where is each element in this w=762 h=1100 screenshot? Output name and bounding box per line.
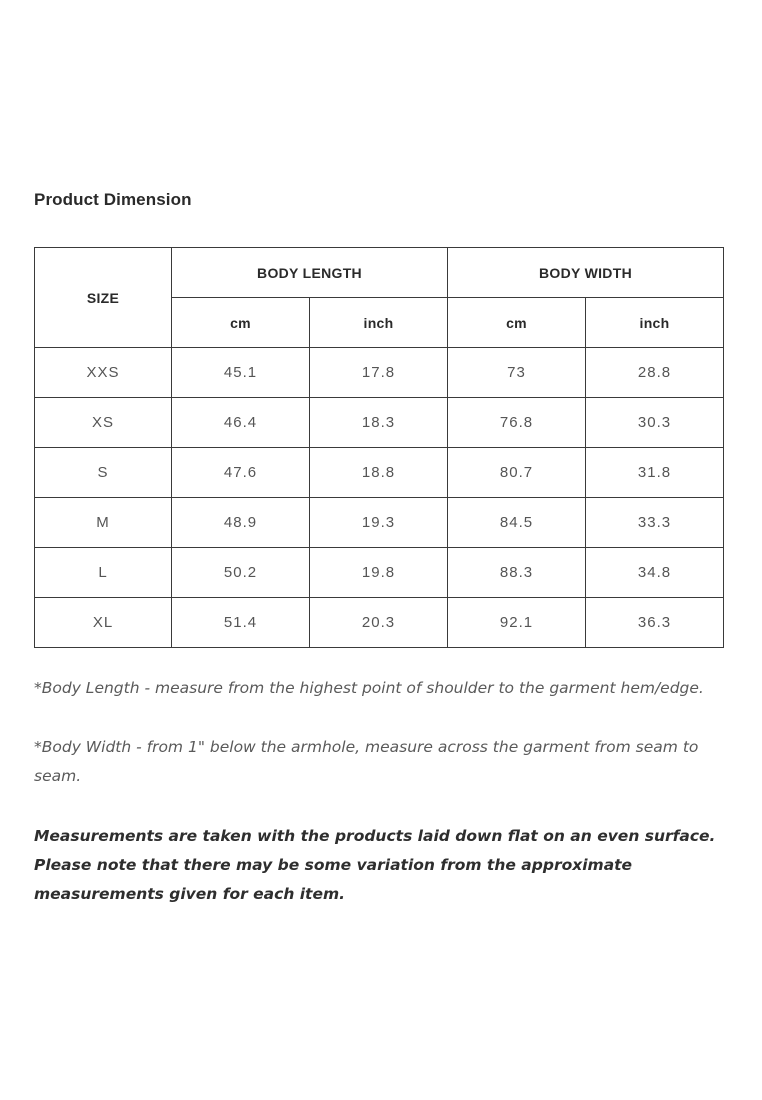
body-width-inch-cell: 30.3 xyxy=(586,398,724,448)
body-length-cm-cell: 46.4 xyxy=(172,398,310,448)
page-title: Product Dimension xyxy=(34,190,192,209)
body-width-header: BODY WIDTH xyxy=(448,248,724,298)
body-width-inch-cell: 34.8 xyxy=(586,548,724,598)
size-cell: XL xyxy=(35,598,172,648)
body-length-cm-cell: 47.6 xyxy=(172,448,310,498)
table-row xyxy=(35,398,724,448)
body-length-note: *Body Length - measure from the highest point of shoulder to the garment hem/edge. xyxy=(34,679,704,697)
body-length-inch-cell: 18.3 xyxy=(310,398,448,448)
body-width-cm-cell: 73 xyxy=(448,348,586,398)
size-cell: XS xyxy=(35,398,172,448)
unit-header: inch xyxy=(310,298,448,348)
table-row xyxy=(35,448,724,498)
body-width-inch-cell: 31.8 xyxy=(586,448,724,498)
body-length-header: BODY LENGTH xyxy=(172,248,448,298)
body-length-inch-cell: 20.3 xyxy=(310,598,448,648)
size-cell: XXS xyxy=(35,348,172,398)
size-cell: M xyxy=(35,498,172,548)
body-width-cm-cell: 88.3 xyxy=(448,548,586,598)
body-length-inch-cell: 17.8 xyxy=(310,348,448,398)
body-length-inch-cell: 18.8 xyxy=(310,448,448,498)
size-chart-table xyxy=(34,247,724,648)
body-length-inch-cell: 19.3 xyxy=(310,498,448,548)
size-cell: S xyxy=(35,448,172,498)
body-width-inch-cell: 28.8 xyxy=(586,348,724,398)
measurement-disclaimer: Measurements are taken with the products laid down flat on an even surface. Please note that there may be some variation from the approximate measurements given for each item. xyxy=(34,827,716,903)
body-width-inch-cell: 36.3 xyxy=(586,598,724,648)
table-row xyxy=(35,348,724,398)
body-length-cm-cell: 48.9 xyxy=(172,498,310,548)
unit-header: cm xyxy=(172,298,310,348)
body-width-note: *Body Width - from 1" below the armhole, measure across the garment from seam to seam. xyxy=(34,738,699,785)
body-length-cm-cell: 45.1 xyxy=(172,348,310,398)
body-length-cm-cell: 50.2 xyxy=(172,548,310,598)
table-row xyxy=(35,498,724,548)
table-row xyxy=(35,548,724,598)
size-cell: L xyxy=(35,548,172,598)
unit-header: inch xyxy=(586,298,724,348)
body-width-inch-cell: 33.3 xyxy=(586,498,724,548)
body-length-inch-cell: 19.8 xyxy=(310,548,448,598)
unit-header: cm xyxy=(448,298,586,348)
table-row xyxy=(35,598,724,648)
body-width-cm-cell: 92.1 xyxy=(448,598,586,648)
body-width-cm-cell: 76.8 xyxy=(448,398,586,448)
size-column-header: SIZE xyxy=(35,248,172,348)
body-width-cm-cell: 80.7 xyxy=(448,448,586,498)
table-header-row xyxy=(35,248,724,298)
body-length-cm-cell: 51.4 xyxy=(172,598,310,648)
body-width-cm-cell: 84.5 xyxy=(448,498,586,548)
